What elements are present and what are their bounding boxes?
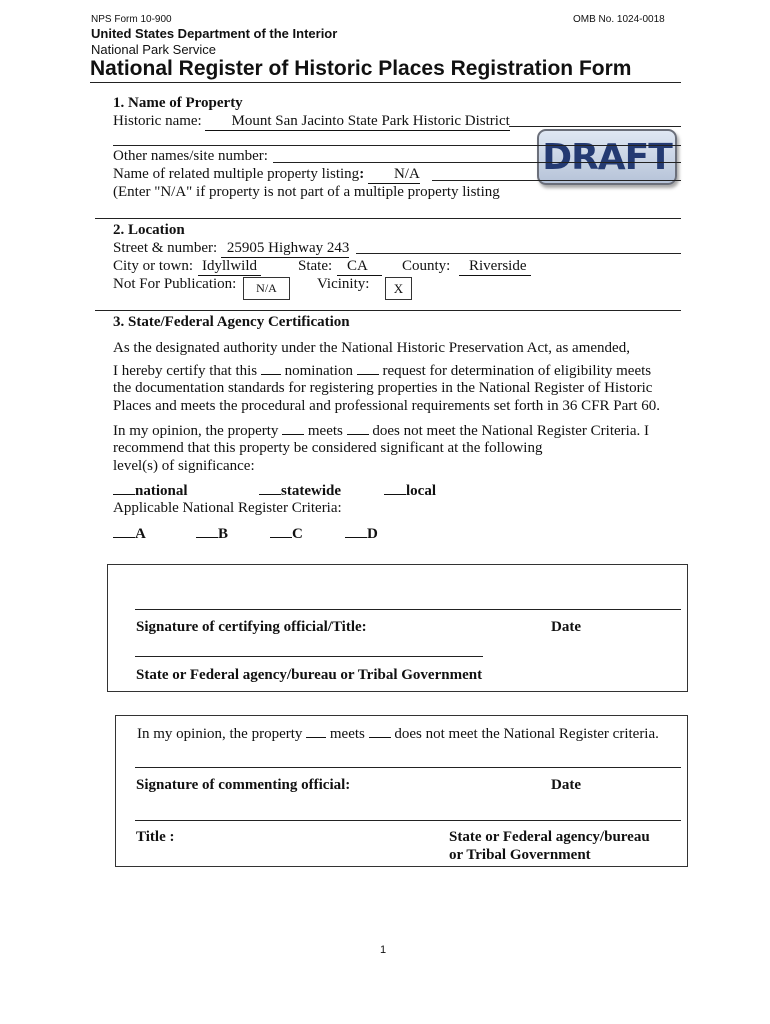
state-value: CA: [347, 258, 368, 274]
level-statewide[interactable]: [259, 481, 341, 500]
street-value: 25905 Highway 243: [226, 240, 350, 256]
certifying-signature-label: Signature of certifying official/Title:: [136, 619, 367, 635]
certifying-signature-field[interactable]: [135, 609, 681, 610]
section-1-rule: [95, 218, 681, 219]
nomination-checkbox[interactable]: [261, 361, 281, 375]
national-checkbox[interactable]: [113, 481, 135, 495]
comment-does-not-meet-checkbox[interactable]: [369, 724, 391, 738]
level-local[interactable]: [384, 481, 436, 500]
department-name: United States Department of the Interior: [91, 26, 338, 41]
commenting-signature-field[interactable]: [135, 767, 681, 768]
criteria-d-label: D: [367, 526, 378, 542]
historic-name-line-ext: [509, 126, 681, 127]
state-label: State:: [298, 258, 333, 274]
nomination-label: nomination: [284, 363, 353, 379]
section-1-heading: 1. Name of Property: [113, 95, 243, 111]
national-label: national: [135, 483, 188, 499]
does-not-meet-label: does not meet the National Register Criteria. I: [372, 423, 649, 439]
certify-line-1: [113, 361, 651, 380]
criteria-a[interactable]: [113, 524, 146, 543]
criteria-b[interactable]: [196, 524, 228, 543]
comment-meets-label: meets: [329, 726, 365, 742]
certify-line-2: the documentation standards for registering properties in the National Register of Historic: [113, 380, 653, 396]
page-number: 1: [380, 944, 387, 956]
request-label: request for determination of eligibility meets: [382, 363, 652, 379]
opinion-line-1: [113, 421, 649, 440]
local-checkbox[interactable]: [384, 481, 406, 495]
criteria-c-label: C: [292, 526, 303, 542]
not-for-publication-label: Not For Publication:: [113, 276, 237, 292]
street-label: Street & number:: [113, 240, 218, 256]
other-names-field[interactable]: [273, 162, 681, 163]
criteria-b-label: B: [218, 526, 229, 542]
related-listing-colon: :: [359, 166, 365, 182]
statewide-checkbox[interactable]: [259, 481, 281, 495]
opinion-line-3: level(s) of significance:: [113, 458, 255, 474]
level-national[interactable]: [113, 481, 188, 500]
related-listing-label: Name of related multiple property listing: [113, 166, 360, 182]
section-3-heading: 3. State/Federal Agency Certification: [113, 314, 350, 330]
related-listing-value: N/A: [393, 166, 420, 182]
certifying-agency-field[interactable]: [135, 656, 483, 657]
commenting-title-label: Title :: [136, 829, 175, 845]
county-label: County:: [402, 258, 451, 274]
criteria-label: Applicable National Register Criteria:: [113, 500, 342, 516]
certifying-agency-label: State or Federal agency/bureau or Tribal Government: [136, 667, 483, 683]
certify-line-3: Places and meets the procedural and professional requirements set forth in 36 CFR Part 60.: [113, 398, 660, 414]
criteria-c-checkbox[interactable]: [270, 524, 292, 538]
vicinity-label: Vicinity:: [317, 276, 370, 292]
commenting-signature-label: Signature of commenting official:: [136, 777, 351, 793]
commenting-agency-label-1: State or Federal agency/bureau: [449, 829, 650, 845]
not-for-publication-box[interactable]: [243, 277, 290, 300]
draft-stamp: DRAFT: [537, 129, 677, 185]
authority-text: As the designated authority under the National Historic Preservation Act, as amended,: [113, 340, 630, 356]
criteria-c[interactable]: [270, 524, 303, 543]
service-name: National Park Service: [91, 42, 216, 57]
historic-name-line-2: [113, 145, 681, 146]
historic-name-label: Historic name:: [113, 113, 202, 129]
opinion-text-a: In my opinion, the property: [113, 423, 279, 439]
historic-name-field[interactable]: [205, 112, 509, 131]
county-value: Riverside: [469, 258, 527, 274]
criteria-a-checkbox[interactable]: [113, 524, 135, 538]
page-title: National Register of Historic Places Registration Form: [90, 57, 632, 80]
state-field[interactable]: [337, 257, 382, 276]
street-row: [113, 239, 349, 258]
opinion-line-2: recommend that this property be considered significant at the following: [113, 440, 543, 456]
commenting-agency-label-2: or Tribal Government: [449, 847, 591, 863]
comment-opinion-row: [137, 724, 659, 743]
omb-number: OMB No. 1024-0018: [573, 14, 665, 25]
street-line-ext: [356, 253, 681, 254]
vicinity-box[interactable]: [385, 277, 412, 300]
form-number: NPS Form 10-900: [91, 14, 172, 25]
criteria-b-checkbox[interactable]: [196, 524, 218, 538]
na-instruction: (Enter "N/A" if property is not part of a multiple property listing: [113, 184, 500, 200]
city-field[interactable]: [198, 257, 261, 276]
related-listing-row: [113, 165, 420, 184]
county-field[interactable]: [459, 257, 531, 276]
commenting-title-field[interactable]: [135, 820, 681, 821]
commenting-date-label: Date: [551, 777, 581, 793]
vicinity-value: X: [393, 281, 404, 296]
related-listing-line-ext: [432, 180, 681, 181]
certify-text-a: I hereby certify that this: [113, 363, 258, 379]
title-rule: [90, 82, 681, 83]
criteria-a-label: A: [135, 526, 146, 542]
historic-name-row: [113, 112, 510, 131]
city-value: Idyllwild: [202, 258, 257, 274]
other-names-label: Other names/site number:: [113, 148, 268, 164]
city-label: City or town:: [113, 258, 194, 274]
statewide-label: statewide: [281, 483, 341, 499]
criteria-d[interactable]: [345, 524, 378, 543]
local-label: local: [406, 483, 436, 499]
request-checkbox[interactable]: [357, 361, 379, 375]
meets-label: meets: [307, 423, 343, 439]
historic-name-value: Mount San Jacinto State Park Historic District: [231, 113, 510, 129]
street-field[interactable]: [221, 239, 350, 258]
criteria-d-checkbox[interactable]: [345, 524, 367, 538]
certifying-date-label: Date: [551, 619, 581, 635]
does-not-meet-checkbox[interactable]: [347, 421, 369, 435]
section-2-rule: [95, 310, 681, 311]
related-listing-field[interactable]: [368, 165, 420, 184]
not-for-publication-value: N/A: [256, 281, 277, 295]
comment-opinion-text: In my opinion, the property: [137, 726, 303, 742]
comment-meets-checkbox[interactable]: [306, 724, 326, 738]
comment-does-not-meet-label: does not meet the National Register criteria.: [394, 726, 659, 742]
meets-checkbox[interactable]: [282, 421, 304, 435]
section-2-heading: 2. Location: [113, 222, 185, 238]
